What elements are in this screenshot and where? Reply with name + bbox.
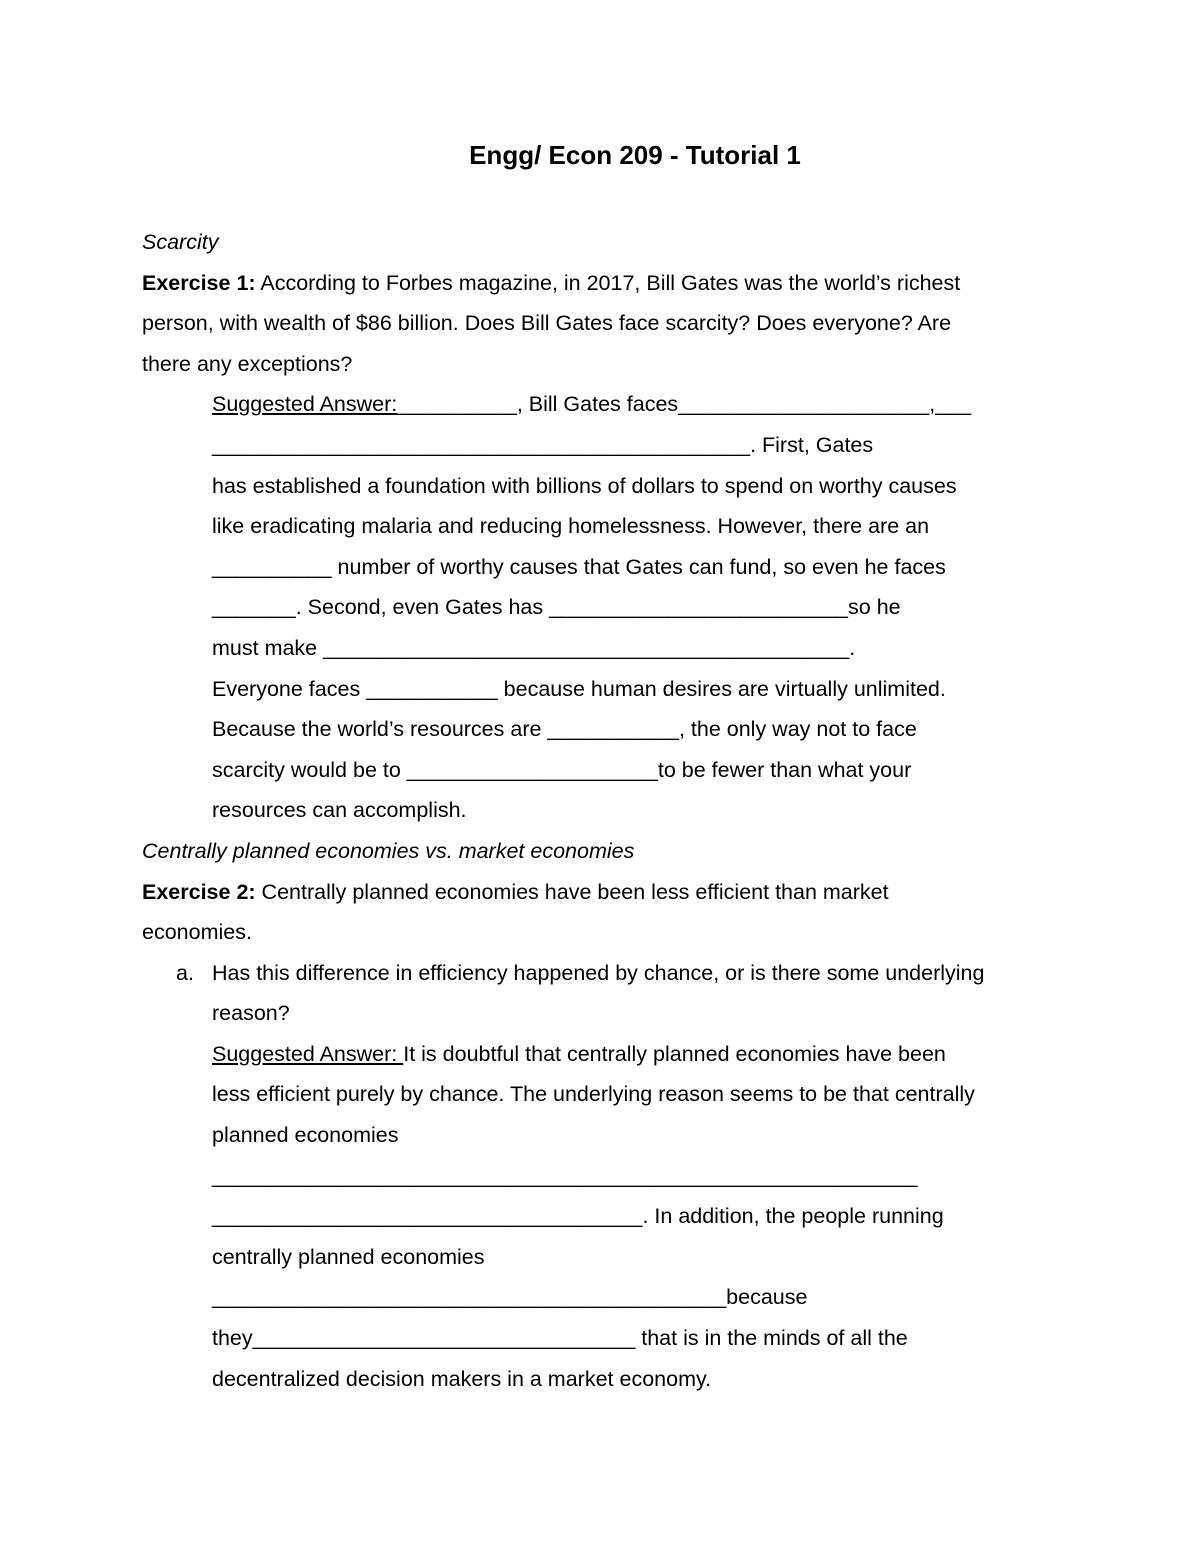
exercise-2-answer-line: ___________________________________________________________ — [212, 1163, 918, 1188]
document-body — [142, 222, 1072, 1399]
exercise-1-question-line — [142, 263, 1072, 304]
exercise-1-answer-line — [142, 384, 1072, 425]
exercise-1-text: According to Forbes magazine, in 2017, Bill Gates was the world’s richest — [255, 270, 961, 295]
page-title: Engg/ Econ 209 - Tutorial 1 — [469, 140, 801, 170]
exercise-2-answer-line: decentralized decision makers in a market economy. — [212, 1366, 712, 1391]
exercise-1-answer-line: Because the world’s resources are ___________, the only way not to face — [212, 717, 917, 742]
exercise-2-answer-line: less efficient purely by chance. The underlying reason seems to be that centrally — [212, 1082, 975, 1107]
answer-text: __________, Bill Gates faces_____________________,___ — [397, 392, 972, 417]
exercise-2-question-line — [142, 872, 1072, 913]
exercise-2-text: Centrally planned economies have been less efficient than market — [255, 879, 889, 904]
exercise-2-answer-line: they________________________________ that is in the minds of all the — [212, 1326, 908, 1351]
exercise-1-answer-line: Everyone faces ___________ because human desires are virtually unlimited. — [212, 676, 946, 701]
exercise-1-answer-line: _____________________________________________. First, Gates — [212, 432, 874, 457]
exercise-1-answer-line: resources can accomplish. — [212, 798, 467, 823]
exercise-2-answer-line: centrally planned economies — [212, 1244, 485, 1269]
exercise-1-answer-line: _______. Second, even Gates has _________________________so he — [212, 595, 901, 620]
suggested-answer-label: Suggested Answer: — [212, 1041, 404, 1066]
exercise-1-answer-line: must make ____________________________________________. — [212, 635, 856, 660]
exercise-2-part-a-line: reason? — [212, 1001, 290, 1026]
section-heading-economies: Centrally planned economies vs. market economies — [142, 838, 635, 863]
suggested-answer-label: Suggested Answer: — [212, 392, 398, 417]
exercise-1-label: Exercise 1: — [142, 270, 256, 295]
exercise-1-answer-line: has established a foundation with billions of dollars to spend on worthy causes — [212, 473, 957, 498]
exercise-2-answer-line: planned economies — [212, 1123, 399, 1148]
exercise-1-question-line: there any exceptions? — [142, 351, 353, 376]
exercise-2-answer-line: ___________________________________________because — [212, 1285, 808, 1310]
exercise-2-label: Exercise 2: — [142, 879, 256, 904]
exercise-1-question-line: person, with wealth of $86 billion. Does Bill Gates face scarcity? Does everyone? Are — [142, 311, 952, 336]
exercise-2-part-a-line — [142, 953, 1072, 994]
exercise-1-answer-line: like eradicating malaria and reducing homelessness. However, there are an — [212, 514, 930, 539]
part-a-text: Has this difference in efficiency happened by chance, or is there some underlying — [212, 960, 985, 985]
exercise-2-question-line: economies. — [142, 920, 252, 945]
exercise-2-answer-line: ____________________________________. In addition, the people running — [212, 1204, 944, 1229]
exercise-1-answer-line: scarcity would be to _____________________to be fewer than what your — [212, 757, 912, 782]
exercise-2-answer-line — [142, 1034, 1072, 1075]
section-heading-scarcity: Scarcity — [142, 230, 219, 254]
exercise-1-answer-line: __________ number of worthy causes that Gates can fund, so even he faces — [212, 554, 946, 579]
part-a-label: a. — [176, 960, 194, 985]
answer-text: It is doubtful that centrally planned economies have been — [403, 1041, 946, 1066]
